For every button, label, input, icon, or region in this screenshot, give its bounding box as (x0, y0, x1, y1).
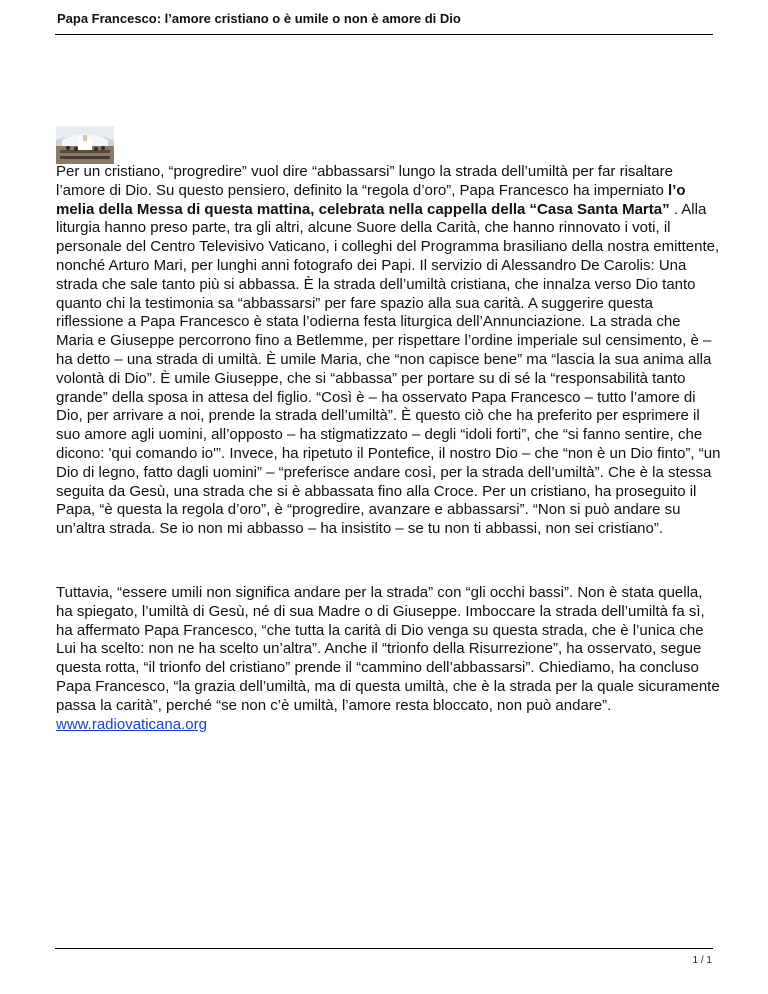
article-paragraph-2 (56, 584, 721, 734)
header-divider (55, 34, 713, 35)
paragraph-1-text-b: . Alla liturgia hanno preso parte, tra gli altri, alcune Suore della Carità, che hanno rinnovato i voti, il personale del Centro Televisivo Vaticano, i colleghi del Programma brasiliano della nostra emittente, nonché Arturo Mari, per lunghi anni fotografo dei Papi. Il servizio di Alessandro De Carolis: Una strada che sale tanto più si abbassa. È la strada dell’umiltà cristiana, che innalza verso Dio tanto quanto chi la testimonia sa “abbassarsi” per fare spazio alla sua carità. A suggerire questa riflessione a Papa Francesco è stata l’odierna festa liturgica dell’Annunciazione. La strada che Maria e Giuseppe percorrono fino a Betlemme, per rispettare l’ordine imperiale sul censimento, è – ha detto – una strada di umiltà. È umile Maria, che “non capisce bene” ma “lascia la sua anima alla volontà di Dio”. È umile Giuseppe, che si “abbassa” per portare su di sé la “responsabilità tanto grande” della sposa in attesa del figlio. “Così è – ha osservato Papa Francesco – tutto l’amore di Dio, per arrivare a noi, prende la strada dell’umiltà”. È questo ciò che ha preferito per esprimere il suo amore agli uomini, all’opposto – ha stigmatizzato – degli “idoli forti”, che “si fanno sentire, che dicono: 'qui comando io'”. Invece, ha ripetuto il Pontefice, il nostro Dio – che “non è un Dio finto”, “un Dio di legno, fatto dagli uomini” – “preferisce andare così, per la strada dell’umiltà”. Che è la stessa seguita da Gesù, una strada che si è abbassata fino alla Croce. Per un cristiano, ha proseguito il Papa, “è questa la regola d’oro”, è “progredire, avanzare e abbassarsi”. “Non si può andare su un’altra strada. Se io non mi abbasso – ha insistito – se tu non ti abbassi, non sei cristiano”. (56, 200, 721, 538)
paragraph-1-bold-text: l’o melia della Messa di questa mattina, celebrata nella cappella della “Casa Santa Marta” (56, 181, 686, 218)
page-title: Papa Francesco: l’amore cristiano o è umile o non è amore di Dio (57, 11, 461, 26)
source-link[interactable]: www.radiovaticana.org (56, 715, 207, 733)
paragraph-1-text-a: Per un cristiano, “progredire” vuol dire “abbassarsi” lungo la strada dell’umiltà per far risaltare l’amore di Dio. Su questo pensiero, definito la “regola d’oro”, Papa Francesco ha imperniato (56, 163, 673, 199)
paragraph-2-text: Tuttavia, “essere umili non significa andare per la strada” con “gli occhi bassi”. Non è stata quella, ha spiegato, l’umiltà di Gesù, né di sua Madre o di Giuseppe. Imboccare la strada dell’umiltà fa sì, ha affermato Papa Francesco, “che tutta la carità di Dio venga su questa strada, che è l’unica che Lui ha scelto: non ne ha scelto un’altra”. Anche il “trionfo della Risurrezione”, ha osservato, segue questa rotta, “il trionfo del cristiano” prende il “cammino dell’abbassarsi”. Chiediamo, ha concluso Papa Francesco, “la grazia dell’umiltà, ma di questa umiltà, che è la strada per la quale sicuramente passa la carità”, perché “se non c’è umiltà, l’amore resta bloccato, non può andare”. (56, 584, 720, 714)
footer-divider (55, 948, 713, 949)
chapel-photo-icon (56, 126, 114, 164)
page-number: 1 / 1 (692, 955, 712, 966)
article-paragraph-1 (56, 163, 721, 539)
